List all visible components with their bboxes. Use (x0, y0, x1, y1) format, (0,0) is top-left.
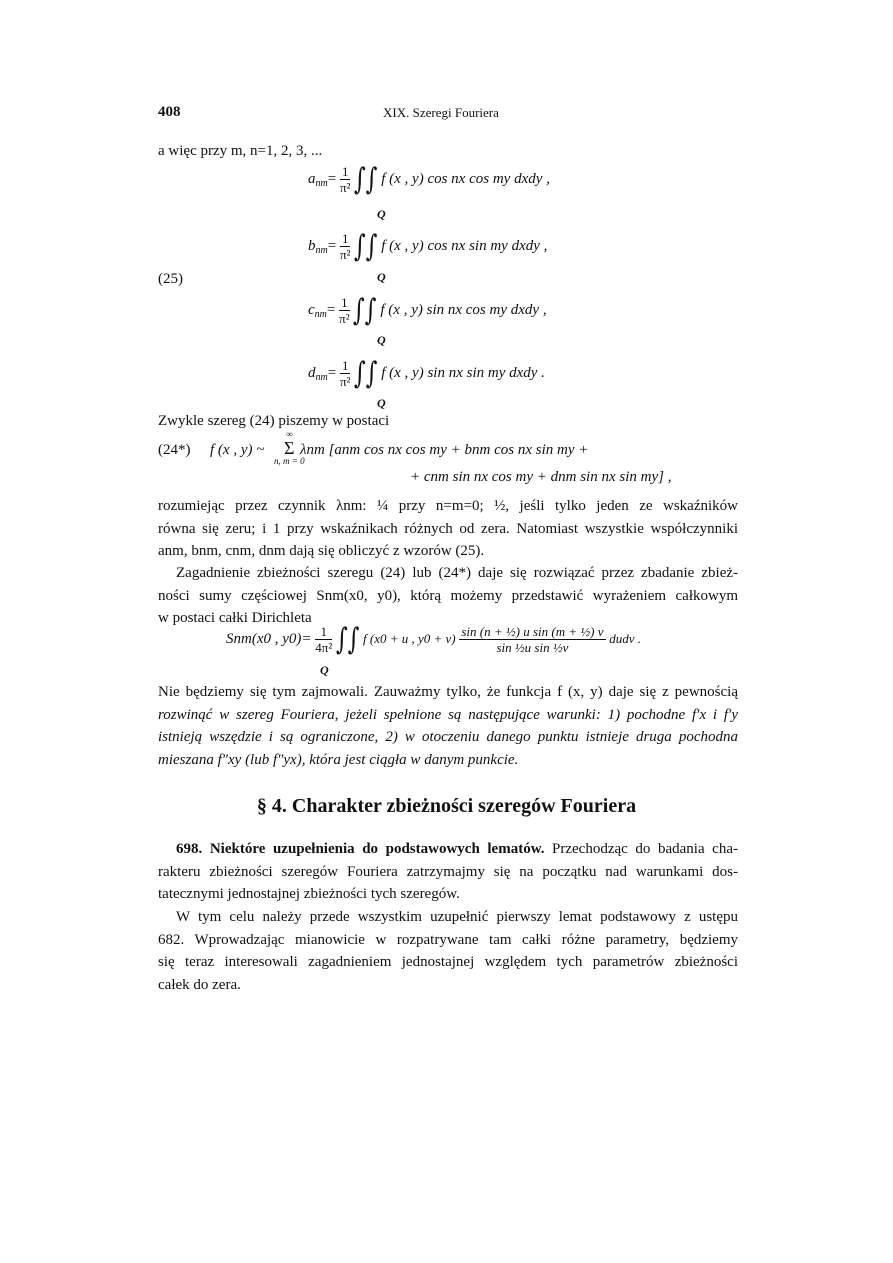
dirichlet-formula: Snm(x0 , y0)= $\frac{1}{\text{4π²}}$ ∫∫ f (x0 + u , y0 + v) $\frac{\text{sin (n + ½) u sin (m + ½) v}}{\text{sin ½u sin ½v}}$ dudv . (226, 622, 642, 657)
coef-frac: $\frac{1}{\text{π²}}$ (339, 164, 351, 195)
formula-c: $c_{nm}=$ $\frac{1}{\text{π²}}$ ∫∫ f (x , y) sin nx cos my dxdy , (308, 293, 547, 328)
running-title: XIX. Szeregi Fouriera (383, 105, 499, 120)
eq24star-lhs: f (x , y) ~ (210, 442, 265, 458)
region-q: Q (377, 333, 386, 347)
subsection-heading: 698. Niektóre uzupełnienia do podstawowych lematów. (176, 841, 545, 857)
eq25-label: (25) (158, 271, 183, 287)
eq24star-line2: + cnm sin nx cos my + dnm sin nx sin my] , (410, 469, 672, 485)
paragraph-lemma: W tym celu należy przede wszystkim uzupełnić pierwszy lemat podstawowy z ustępu 682. Wprowadzając mianowicie w rozpatrywane tam całki różne parametry, będziemy się teraz interesowali zagadnieniem jednostajnej względem tych parametrów zbieżności całek do zera. (158, 909, 738, 993)
sum-symbol: ∞ Σ n, m = 0 (274, 429, 305, 466)
paragraph-conditions: Nie będziemy się tym zajmowali. Zauważmy tylko, że funkcja f (x, y) daje się z pewnością rozwinąć w szereg Fouriera, jeżeli spełnione są następujące warunki: 1) pochodne f′x i f′y istnieją wszędzie i są ograniczone, 2) w otoczeniu danego punktu istnieje druga pochodna mieszana f″xy (lub f″yx), która jest ciągła w danym punkcie. (158, 684, 738, 768)
intro-line: a więc przy m, n=1, 2, 3, ... (158, 143, 323, 159)
page-number: 408 (158, 104, 181, 120)
paragraph-coefficients: rozumiejąc przez czynnik λnm: ¼ przy n=m=0; ½, jeśli tylko jeden ze wskaźników równa się zeru; i 1 przy wskaźnikach różnych od zera. Natomiast wszystkie współczynniki anm, bnm, cnm, dnm dają się obliczyć z wzorów (25). (158, 498, 738, 559)
para-24-intro: Zwykle szereg (24) piszemy w postaci (158, 413, 390, 429)
formula-d: $d_{nm}=$ $\frac{1}{\text{π²}}$ ∫∫ f (x , y) sin nx sin my dxdy . (308, 356, 545, 391)
eq24star-line1: λnm [anm cos nx cos my + bnm cos nx sin my + (300, 442, 589, 458)
paragraph-698: 698. Niektóre uzupełnienia do podstawowych lematów. Przechodząc do badania cha- rakteru zbieżności szeregów Fouriera zatrzymajmy się na początku nad warunkami dos- tatecznymi jednostajnej zbieżności tych szeregów. (158, 841, 738, 902)
paragraph-convergence: Zagadnienie zbieżności szeregu (24) lub (24*) daje się rozwiązać przez zbadanie zbież- ności sumy częściowej Snm(x0, y0), którą możemy przedstawić wyrażeniem całkowym w postaci całki Dirichleta (158, 565, 738, 626)
eq24star-label: (24*) (158, 442, 191, 458)
region-q: Q (320, 663, 329, 677)
region-q: Q (377, 396, 386, 410)
formula-b: $b_{nm}=$ $\frac{1}{\text{π²}}$ ∫∫ f (x , y) cos nx sin my dxdy , (308, 229, 548, 264)
formula-a: $a_{nm}=$ $\frac{1}{\text{π²}}$ ∫∫ f (x , y) cos nx cos my dxdy , (308, 162, 550, 197)
section-heading: § 4. Charakter zbieżności szeregów Fouriera (256, 795, 637, 817)
region-q: Q (377, 207, 386, 221)
dirichlet-kernel: $\frac{\text{sin (n + ½) u sin (m + ½) v}}{\text{sin ½u sin ½v}}$ (461, 624, 604, 655)
region-q: Q (377, 270, 386, 284)
